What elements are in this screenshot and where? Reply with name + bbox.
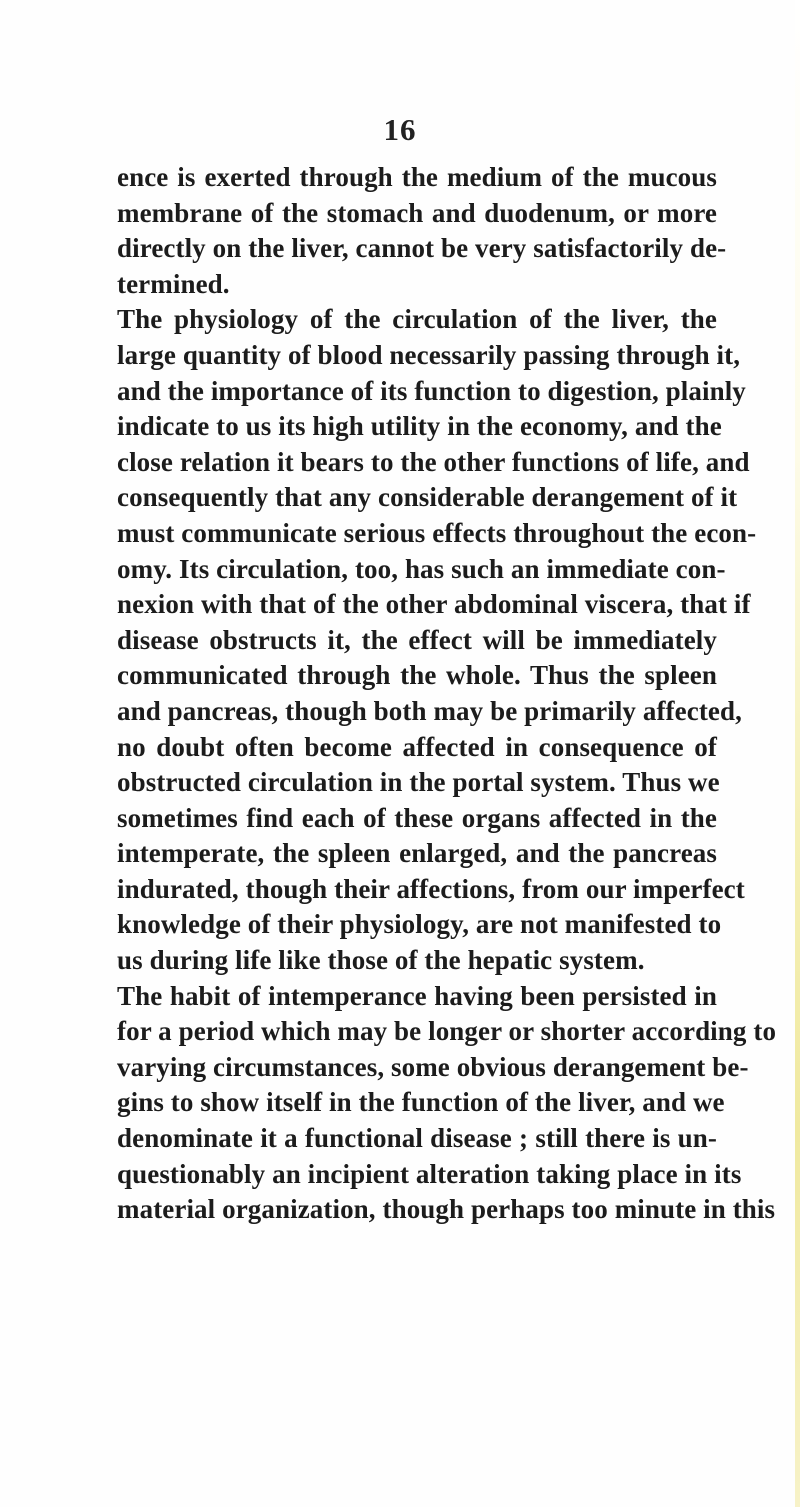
- text-line: obstructed circulation in the portal system. Thus we: [117, 767, 720, 798]
- body-text: [117, 160, 777, 1228]
- text-line: The habit of intemperance having been persisted in: [117, 980, 717, 1011]
- text-line: large quantity of blood necessarily passing through it,: [117, 339, 741, 370]
- text-line: close relation it bears to the other functions of life, and: [117, 446, 750, 477]
- text-line: gins to show itself in the function of the liver, and we: [117, 1087, 725, 1118]
- text-line: knowledge of their physiology, are not manifested to: [117, 909, 722, 940]
- text-line: questionably an incipient alteration taking place in its: [117, 1158, 742, 1189]
- text-line: indurated, though their affections, from our imperfect: [117, 873, 745, 904]
- text-line: nexion with that of the other abdominal viscera, that if: [117, 589, 751, 620]
- text-line: and the importance of its function to digestion, plainly: [117, 375, 746, 406]
- text-line: no doubt often become affected in consequence of: [117, 731, 717, 762]
- page-number: 16: [383, 112, 417, 147]
- text-line: communicated through the whole. Thus the spleen: [117, 660, 717, 691]
- text-line: termined.: [117, 268, 230, 299]
- text-line: and pancreas, though both may be primarily affected,: [117, 695, 742, 726]
- text-line: intemperate, the spleen enlarged, and the pancreas: [117, 838, 717, 869]
- text-line: varying circumstances, some obvious derangement be-: [117, 1051, 749, 1082]
- text-line: consequently that any considerable derangement of it: [117, 482, 738, 513]
- text-line: ence is exerted through the medium of the mucous: [117, 162, 717, 192]
- text-line: disease obstructs it, the effect will be immediately: [117, 624, 717, 655]
- text-line: directly on the liver, cannot be very satisfactorily de-: [117, 233, 727, 264]
- text-line: membrane of the stomach and duodenum, or more: [117, 197, 717, 228]
- text-line: for a period which may be longer or shorter according to: [117, 1016, 777, 1047]
- text-line: sometimes find each of these organs affected in the: [117, 802, 717, 833]
- text-line: us during life like those of the hepatic system.: [117, 945, 645, 976]
- text-line: denominate it a functional disease ; still there is un-: [117, 1123, 717, 1154]
- text-line: indicate to us its high utility in the economy, and the: [117, 411, 722, 442]
- text-line: The physiology of the circulation of the liver, the: [117, 304, 717, 335]
- page-edge-discoloration: [795, 0, 800, 1507]
- text-line: must communicate serious effects throughout the econ-: [117, 517, 757, 548]
- text-line: material organization, though perhaps too minute in this: [117, 1194, 776, 1225]
- text-line: omy. Its circulation, too, has such an immediate con-: [117, 553, 726, 584]
